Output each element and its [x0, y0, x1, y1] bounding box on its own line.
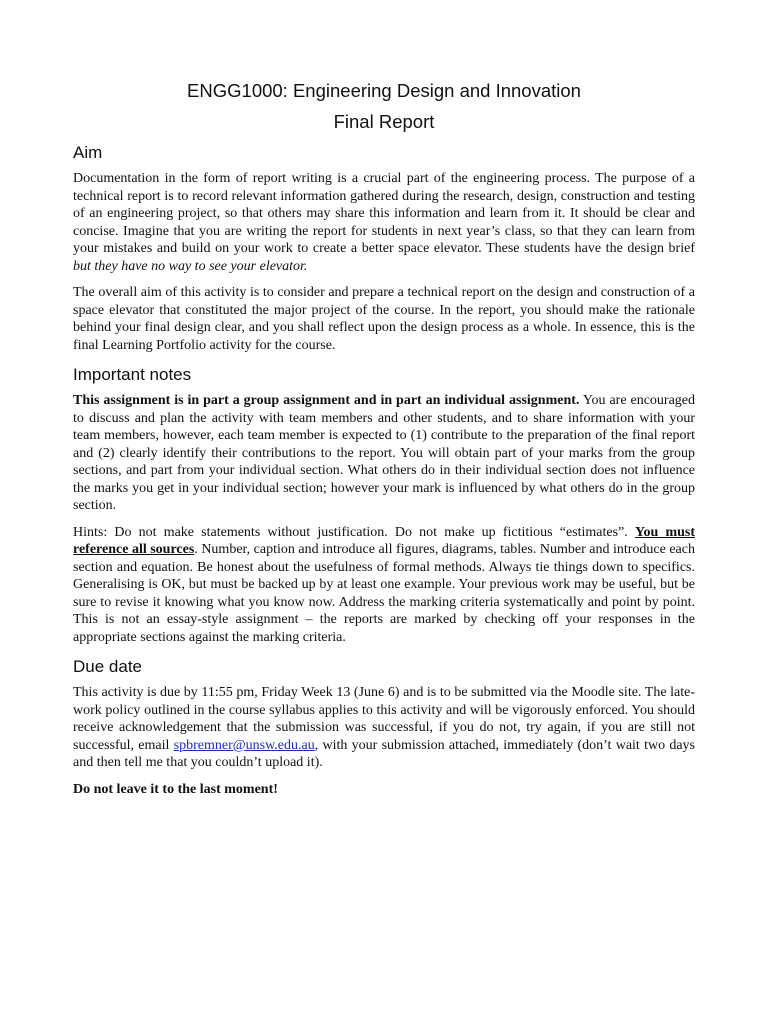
- due-date-heading: Due date: [73, 657, 142, 676]
- due-paragraph-1-text-b: , with your submission attached, immediately (don’t wait two days and then tell me that you couldn’t upload it).: [73, 737, 696, 770]
- notes-paragraph-1-text: You are encouraged to discuss and plan the activity with team members and other students, and to share information with your team members, however, each team member is expected to (1) contribute to the preparation of the final report and (2) clearly identify their contributions to the report. You will obtain part of your marks from the group sections, and part from your individual section. What others do in their individual section does not influence the marks you get in your individual section; however your mark is influenced by what others do in the group section.: [73, 393, 696, 513]
- notes-paragraph-1: [73, 392, 695, 515]
- document-subtitle: Final Report: [333, 111, 435, 132]
- aim-paragraph-2: The overall aim of this activity is to consider and prepare a technical report on the design and construction of a space elevator that constituted the major project of the course. In the report, you should make the rationale behind your final design clear, and you shall reflect upon the design process as a whole. In essence, this is the final Learning Portfolio activity for the course.: [73, 285, 695, 353]
- aim-paragraph-1-italic: but they have no way to see your elevator.: [73, 258, 308, 274]
- notes-paragraph-2-text-b: . Number, caption and introduce all figures, diagrams, tables. Number and introduce each section and equation. Be honest about the usefulness of formal methods. Always tie things down to specifics. Generalising is OK, but must be backed up by at least one example. Your previous work may be useful, but be sure to revise it knowing what you know now. Address the marking criteria systematically and point by point. This is not an essay-style assignment – the reports are marked by checking off your responses in the appropriate sections against the marking criteria.: [73, 542, 695, 645]
- notes-paragraph-2-text-a: Hints: Do not make statements without justification. Do not make up fictitious “estimates”.: [73, 524, 635, 540]
- final-warning: Do not leave it to the last moment!: [73, 781, 278, 797]
- aim-paragraph-1: [73, 170, 695, 275]
- due-paragraph-1-text-a: This activity is due by 11:55 pm, Friday Week 13 (June 6) and is to be submitted via the Moodle site. The late-work policy outlined in the course syllabus applies to this activity and will be vigorously enforced. You should receive acknowledgement that the submission was successful, if you do not, try again, if you are still not successful, email: [73, 685, 695, 753]
- notes-paragraph-1-bold: This assignment is in part a group assignment and in part an individual assignment.: [73, 393, 580, 408]
- notes-paragraph-2: [73, 524, 695, 647]
- due-paragraph-1: [73, 684, 695, 772]
- aim-paragraph-1-text: Documentation in the form of report writing is a crucial part of the engineering process. The purpose of a technical report is to record relevant information gathered during the research, design, construction and testing of an engineering project, so that others may share this information and learn from it. It should be clear and concise. Imagine that you are writing the report for students in next year’s class, so that they can learn from your mistakes and build on your work to create a better space elevator. These students have the design brief: [73, 171, 695, 256]
- reference-sources-emphasis: You must reference all sources: [73, 524, 695, 557]
- aim-heading: Aim: [73, 143, 103, 162]
- document-title: ENGG1000: Engineering Design and Innovation: [187, 80, 581, 101]
- important-notes-heading: Important notes: [73, 365, 192, 384]
- email-link[interactable]: spbremner@unsw.edu.au: [173, 737, 315, 753]
